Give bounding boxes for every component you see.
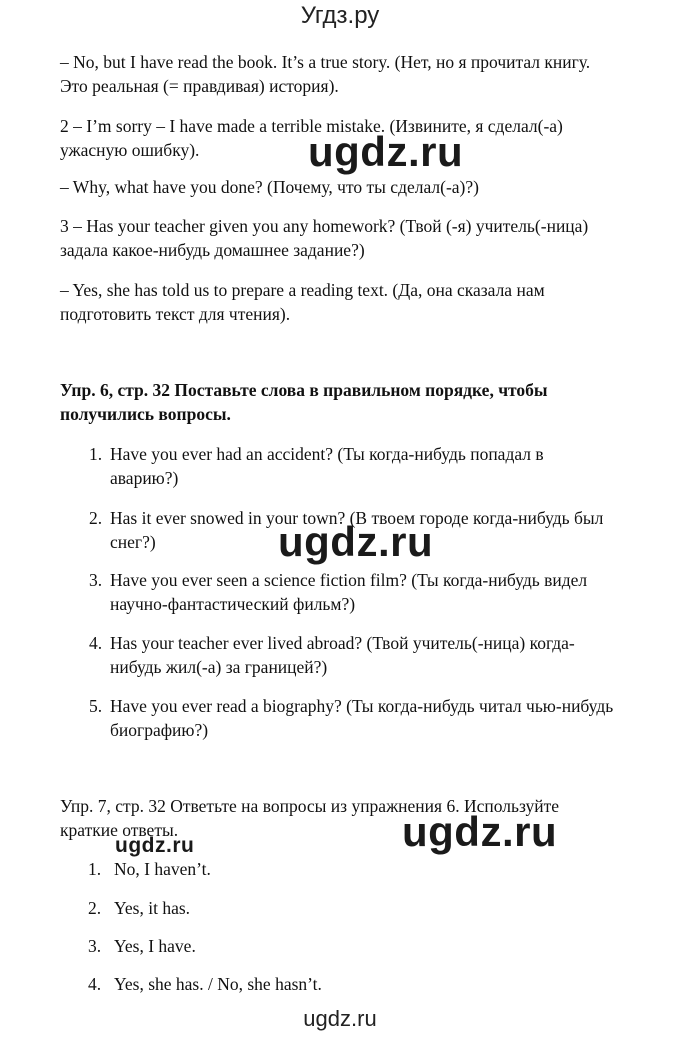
dialogue-line-2: 2 – I’m sorry – I have made a terrible mistake. (Извините, я сделал(-а) ужасную ошибку). [60,116,563,160]
item-number: 2. [89,508,103,528]
dialogue-line-4: 3 – Has your teacher given you any homework? (Твой (-я) учитель(-ница) задала какое-нибудь домашнее задание?) [60,216,589,260]
answer-item [60,934,196,958]
item-number: 3. [89,570,103,590]
item-text: Has it ever snowed in your town? (В твоем городе когда-нибудь был снег?) [110,508,604,552]
exercise-6-heading: Упр. 6, стр. 32 Поставьте слова в правильном порядке, чтобы получились вопросы. [60,380,548,424]
item-number: 4. [89,633,103,653]
answer-text: Yes, she has. / No, she hasn’t. [114,974,322,994]
answer-number: 2. [88,898,102,918]
watermark-small: ugdz.ru [115,834,195,857]
site-title: Угдз.ру [300,2,380,29]
answer-number: 1. [88,859,102,879]
item-text: Has your teacher ever lived abroad? (Твой учитель(-ница) когда-нибудь жил(-а) за границей?) [110,633,575,677]
dialogue-line-5: – Yes, she has told us to prepare a reading text. (Да, она сказала нам подготовить текст для чтения). [60,280,545,324]
answer-item [60,896,190,920]
watermark: ugdz.ru [402,808,558,855]
item-text: Have you ever had an accident? (Ты когда-нибудь попадал в аварию?) [110,444,544,488]
answer-number: 4. [88,974,102,994]
answer-text: Yes, I have. [114,936,196,956]
watermark: ugdz.ru [308,128,464,175]
answer-item [60,857,211,881]
dialogue-line-1: – No, but I have read the book. It’s a true story. (Нет, но я прочитал книгу. Это реальная (= правдивая) история). [60,52,591,96]
answer-item [60,972,322,996]
answer-text: Yes, it has. [114,898,191,918]
item-text: Have you ever seen a science fiction film? (Ты когда-нибудь видел научно-фантастический фильм?) [110,570,588,614]
watermark: ugdz.ru [278,518,434,565]
dialogue-line-3: – Why, what have you done? (Почему, что ты сделал(-а)?) [60,177,479,197]
answer-text: No, I haven’t. [114,859,211,879]
exercise-7-heading: Упр. 7, стр. 32 Ответьте на вопросы из упражнения 6. Используйте краткие ответы. [60,796,560,840]
item-number: 1. [89,444,103,464]
item-number: 5. [89,696,103,716]
item-text: Have you ever read a biography? (Ты когда-нибудь читал чью-нибудь биографию?) [110,696,614,740]
answer-number: 3. [88,936,102,956]
site-footer: ugdz.ru [303,1006,377,1031]
